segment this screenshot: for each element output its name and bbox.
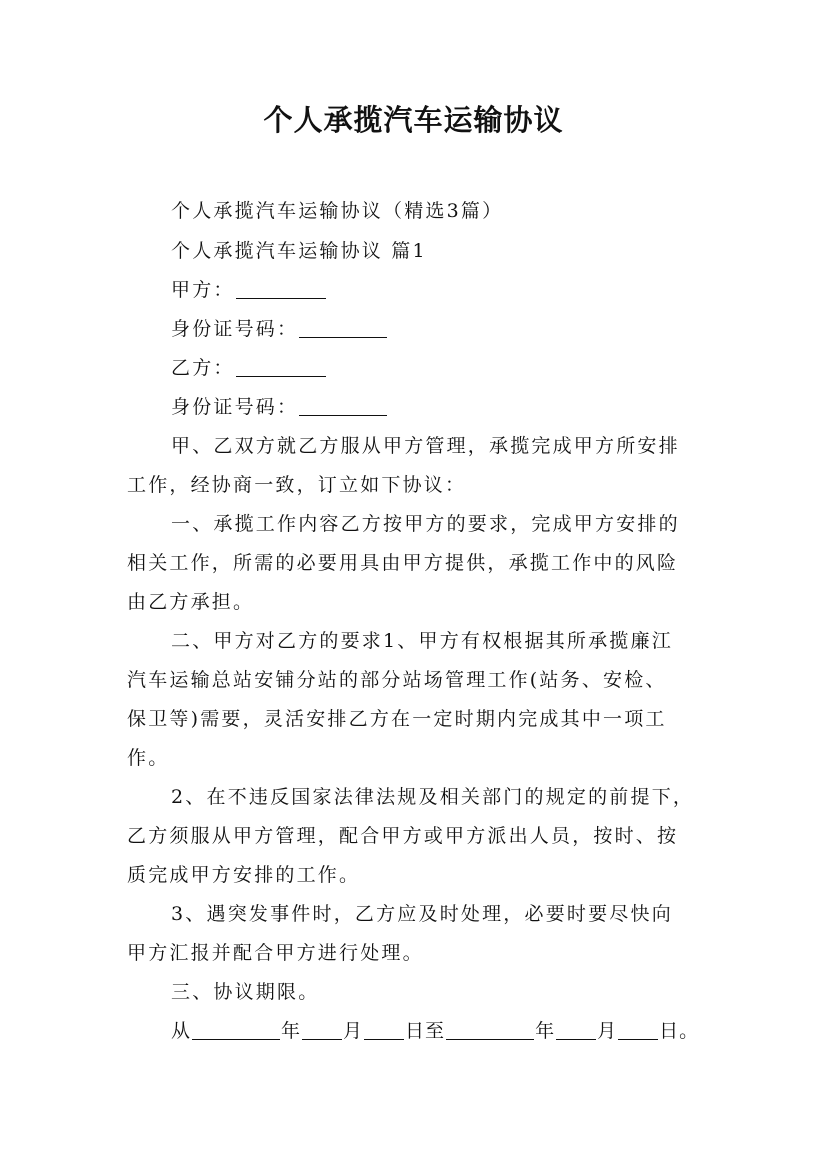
party-b-line [171,356,327,380]
term-month-2: 月 [597,1020,618,1042]
party-b-id-line [171,395,388,419]
document-title: 个人承揽汽车运输协议 [263,103,564,137]
clause2-line-4: 作。 [127,747,170,769]
start-month-blank [302,1019,342,1040]
clause2-item3-line-2: 甲方汇报并配合甲方进行处理。 [127,942,424,964]
clause1-line-3: 由乙方承担。 [127,591,255,613]
party-b-id-blank [299,395,387,416]
clause1-line-2: 相关工作，所需的必要用具由甲方提供，承揽工作中的风险 [127,552,679,574]
party-b-blank [236,356,326,377]
clause3-heading: 三、协议期限。 [171,981,320,1003]
party-a-line [171,278,327,302]
party-a-id-label: 身份证号码： [171,318,299,340]
clause2-item3-line-1: 3、遇突发事件时，乙方应及时处理，必要时要尽快向 [171,903,673,925]
term-year: 年 [281,1020,302,1042]
term-month: 月 [343,1020,364,1042]
intro-line-1: 甲、乙双方就乙方服从甲方管理，承揽完成甲方所安排 [171,435,680,457]
document-subtitle: 个人承揽汽车运输协议（精选3篇） [171,200,504,222]
clause2-line-2: 汽车运输总站安铺分站的部分站场管理工作(站务、安检、 [127,669,667,691]
party-b-id-label: 身份证号码： [171,396,299,418]
term-line [171,1019,699,1043]
section-heading: 个人承揽汽车运输协议 篇1 [171,240,427,262]
end-year-blank [446,1019,534,1040]
party-a-id-blank [299,317,387,338]
end-month-blank [556,1019,596,1040]
end-day-blank [618,1019,658,1040]
start-day-blank [364,1019,404,1040]
party-a-id-line [171,317,388,341]
term-from: 从 [171,1020,192,1042]
clause2-line-1: 二、甲方对乙方的要求1、甲方有权根据其所承揽廉江 [171,630,673,652]
clause2-item2-line-2: 乙方须服从甲方管理，配合甲方或甲方派出人员，按时、按 [127,825,679,847]
clause1-line-1: 一、承揽工作内容乙方按甲方的要求，完成甲方安排的 [171,513,680,535]
term-day-end: 日。 [659,1020,700,1042]
clause2-item2-line-1: 2、在不违反国家法律法规及相关部门的规定的前提下， [171,786,695,808]
party-b-label: 乙方： [171,357,235,379]
term-year-2: 年 [535,1020,556,1042]
clause2-item2-line-3: 质完成甲方安排的工作。 [127,864,361,886]
party-a-blank [236,278,326,299]
party-a-label: 甲方： [171,279,235,301]
clause2-line-3: 保卫等)需要，灵活安排乙方在一定时期内完成其中一项工 [127,708,667,730]
start-year-blank [192,1019,280,1040]
term-day-to: 日至 [405,1020,446,1042]
intro-line-2: 工作，经协商一致，订立如下协议： [127,474,467,496]
